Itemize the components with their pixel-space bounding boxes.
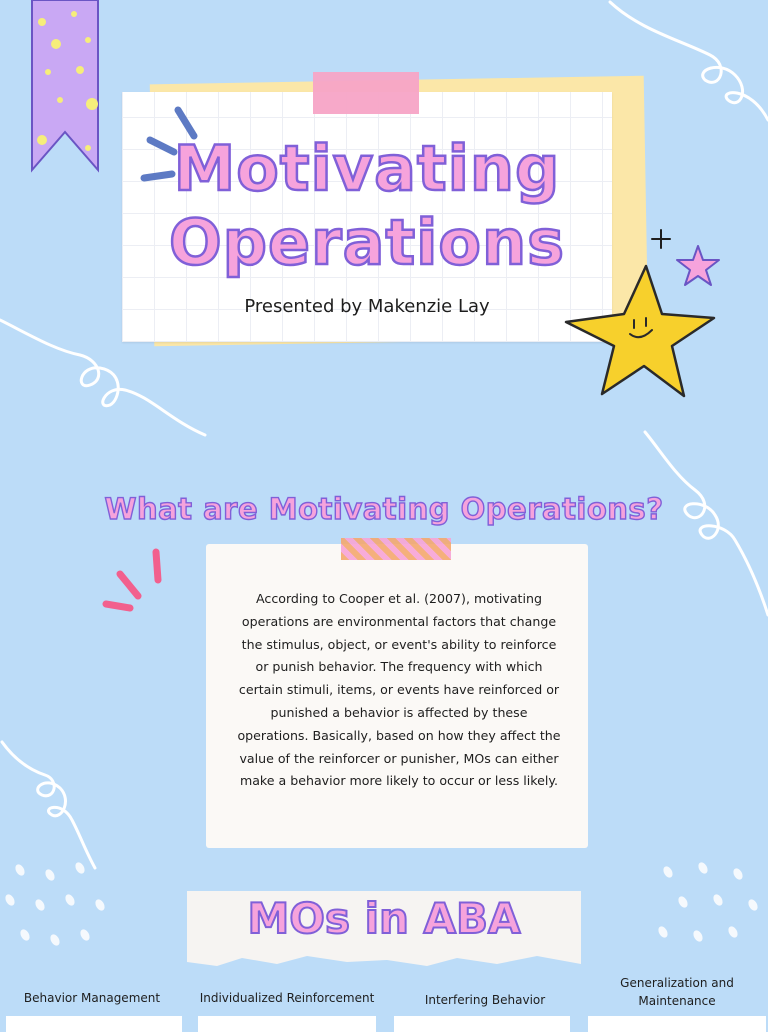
definition-line: According to Cooper et al. (2007), motivating (256, 591, 542, 606)
pink-star-icon (674, 244, 722, 288)
column-card-individualized-reinforcement (198, 1016, 376, 1032)
definition-line: value of the reinforcer or punisher, MOs can either (239, 750, 559, 766)
section-heading-aba: MOs in ABA (247, 894, 521, 943)
definition-line: operations are environmental factors that change (241, 613, 557, 629)
definition-text (234, 588, 564, 793)
column-label-interfering-behavior: Interfering Behavior (424, 993, 546, 1007)
ribbon-bookmark (30, 0, 100, 172)
dot-pattern-right (648, 860, 768, 970)
column-card-behavior-management (6, 1016, 182, 1032)
definition-line: certain stimuli, items, or events have reinforced or (238, 682, 560, 698)
definition-line: the stimulus, object, or event's ability to reinforce (241, 636, 557, 652)
column-card-interfering-behavior (394, 1016, 570, 1032)
presenter-name: Presented by Makenzie Lay (244, 296, 490, 317)
title-line-2: Operations (168, 206, 566, 279)
column-label-generalization-maintenance (588, 974, 766, 1010)
definition-line: operations. Basically, based on how they affect the (237, 727, 561, 743)
section-heading-definition: What are Motivating Operations? (104, 492, 664, 526)
column-label-behavior-management: Behavior Management (23, 991, 161, 1005)
title-line-1: Motivating (173, 132, 561, 205)
column-label-individualized-reinforcement: Individualized Reinforcement (199, 991, 375, 1005)
page-title (122, 132, 612, 280)
torn-paper-edge (187, 952, 581, 976)
column-label-line: Generalization and (620, 976, 734, 990)
squiggle-decoration-bottom-left (0, 740, 100, 870)
washi-tape-striped (341, 538, 451, 560)
dot-pattern-left (0, 860, 120, 970)
washi-tape-pink (313, 72, 419, 114)
accent-strokes-pink (98, 544, 178, 620)
column-label-line: Maintenance (638, 994, 716, 1008)
definition-line: or punish behavior. The frequency with which (255, 659, 543, 675)
column-card-generalization-maintenance (588, 1016, 766, 1032)
definition-line: punished a behavior is affected by these (270, 704, 528, 720)
sparkle-plus-icon (650, 228, 672, 250)
definition-line: make a behavior more likely to occur or less likely. (239, 773, 559, 789)
